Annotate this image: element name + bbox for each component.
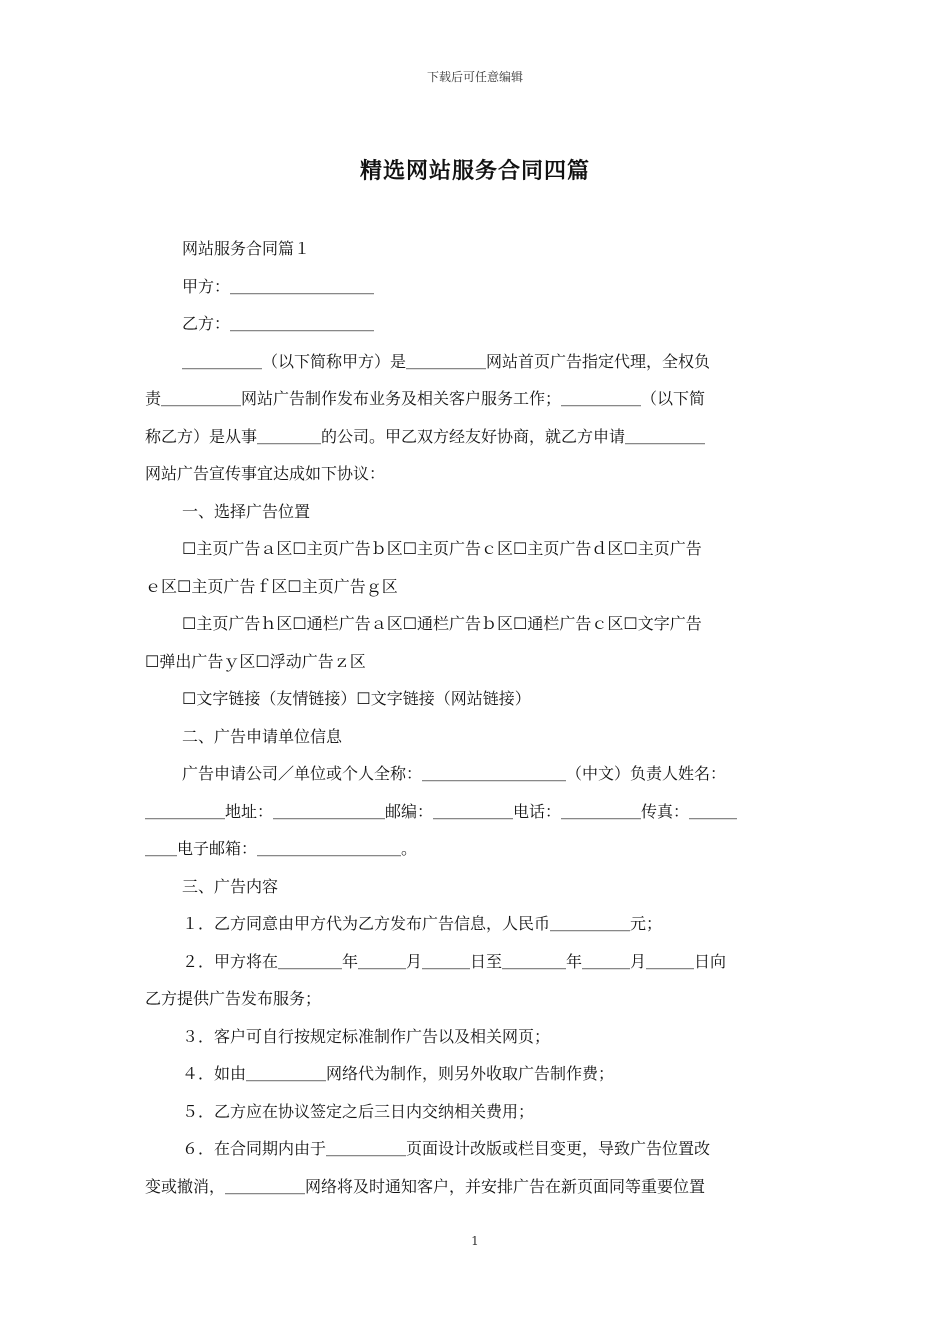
paragraph-line: 网站服务合同篇１ [182,239,311,258]
paragraph-line: 二、广告申请单位信息 [182,726,343,746]
paragraph-line: ☐主页广告ａ区☐主页广告ｂ区☐主页广告ｃ区☐主页广告ｄ区☐主页广告 [182,539,702,558]
paragraph-line: ２．甲方将在＿＿＿＿年＿＿＿月＿＿＿日至＿＿＿＿年＿＿＿月＿＿＿日向 [182,951,727,971]
paragraph-line: ６．在合同期内由于＿＿＿＿＿页面设计改版或栏目变更，导致广告位置改 [182,1139,711,1158]
paragraph-line: ☐主页广告ｈ区☐通栏广告ａ区☐通栏广告ｂ区☐通栏广告ｃ区☐文字广告 [182,614,702,633]
paragraph-line: ５．乙方应在协议签定之后三日内交纳相关费用； [182,1101,535,1121]
page-number: 1 [471,1234,479,1248]
paragraph-line: ＿＿电子邮箱：＿＿＿＿＿＿＿＿＿。 [145,839,418,858]
paragraph-line: 变或撤消，＿＿＿＿＿网络将及时通知客户，并安排广告在新页面同等重要位置 [145,1176,706,1196]
paragraph-line: ＿＿＿＿＿地址：＿＿＿＿＿＿＿邮编：＿＿＿＿＿电话：＿＿＿＿＿传真：＿＿＿ [145,801,738,821]
paragraph-line: 网站广告宣传事宜达成如下协议： [145,464,386,483]
document-title: 精选网站服务合同四篇 [359,158,590,184]
paragraph-line: １．乙方同意由甲方代为乙方发布广告信息，人民币＿＿＿＿＿元； [182,914,663,933]
paragraph-line: 三、广告内容 [182,876,279,896]
paragraph-line: 一、选择广告位置 [182,501,311,521]
paragraph-line: 广告申请公司／单位或个人全称：＿＿＿＿＿＿＿＿＿（中文）负责人姓名： [182,764,727,783]
paragraph-line: 乙方提供广告发布服务； [145,989,322,1008]
paragraph-line: 称乙方）是从事＿＿＿＿的公司。甲乙双方经友好协商，就乙方申请＿＿＿＿＿ [145,426,706,446]
paragraph-line: ☐文字链接（友情链接）☐文字链接（网站链接） [182,689,531,708]
paragraph-line: ４．如由＿＿＿＿＿网络代为制作，则另外收取广告制作费； [182,1064,615,1083]
paragraph-line: 责＿＿＿＿＿网站广告制作发布业务及相关客户服务工作；＿＿＿＿＿（以下简 [145,389,706,408]
document-body [145,230,807,1205]
paragraph-line: ３．客户可自行按规定标准制作广告以及相关网页； [182,1026,551,1046]
paragraph-line: ＿＿＿＿＿（以下简称甲方）是＿＿＿＿＿网站首页广告指定代理，全权负 [182,351,711,371]
paragraph-line: ｅ区☐主页广告ｆ区☐主页广告ｇ区 [145,576,398,596]
header-note: 下载后可任意编辑 [426,70,523,84]
paragraph-line: ☐弹出广告ｙ区☐浮动广告ｚ区 [145,651,366,671]
paragraph-line: 乙方：＿＿＿＿＿＿＿＿＿ [182,314,375,333]
paragraph-line: 甲方：＿＿＿＿＿＿＿＿＿ [182,276,375,296]
